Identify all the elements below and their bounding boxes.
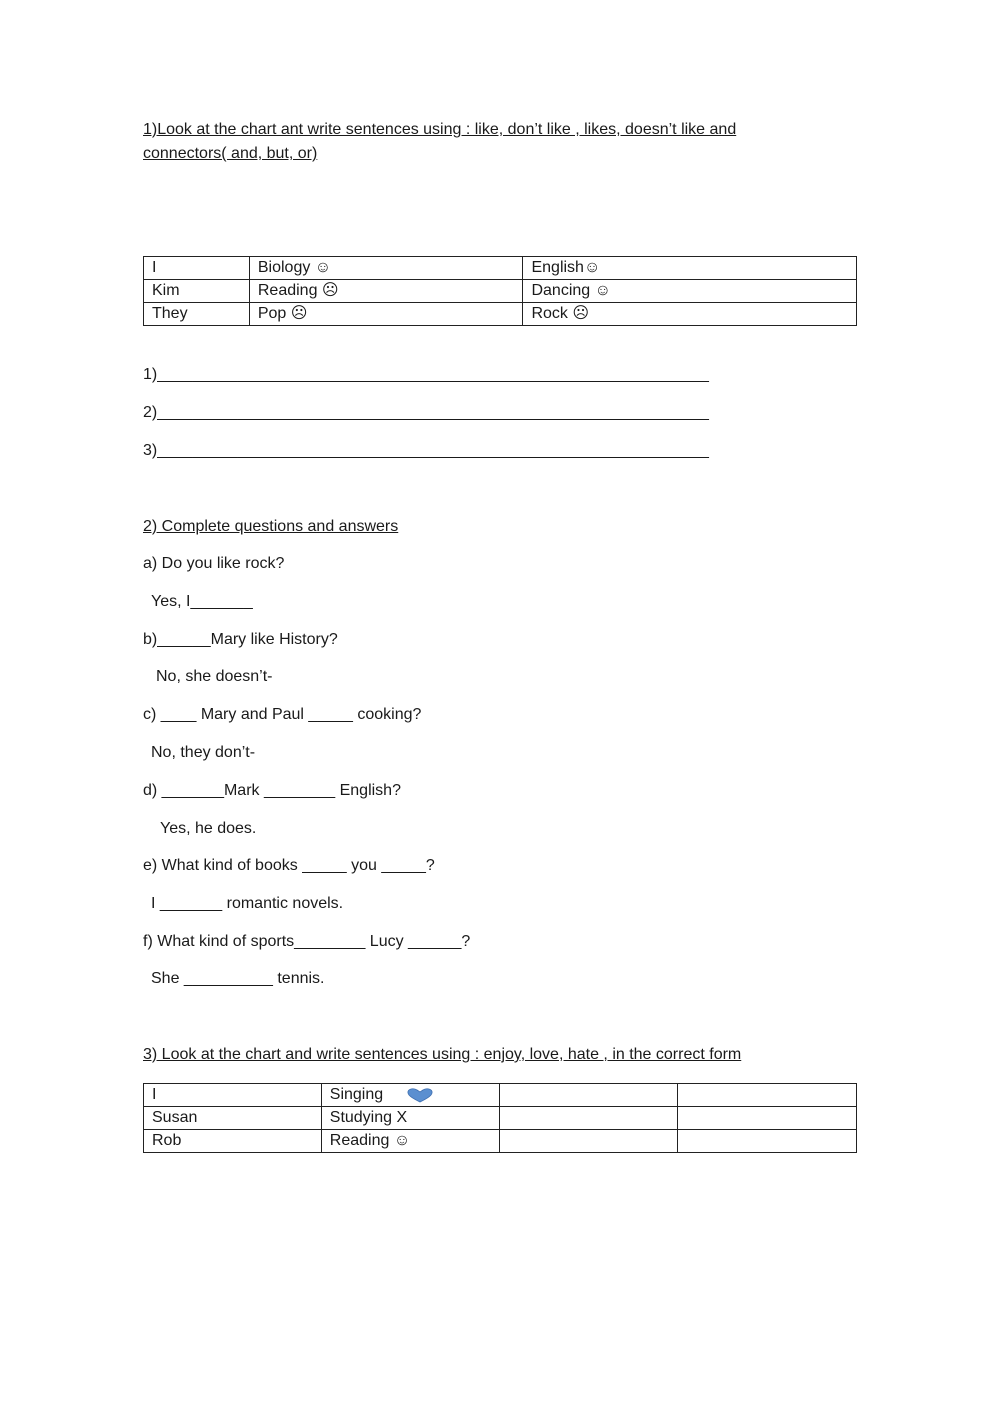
- table-row: [144, 1084, 857, 1107]
- table-cell[interactable]: [678, 1130, 857, 1153]
- answer-line-1[interactable]: 1)______________________________________________________________: [143, 366, 709, 383]
- section1-heading-line2: connectors( and, but, or): [143, 145, 318, 162]
- question-f[interactable]: f) What kind of sports________ Lucy ______?: [143, 933, 471, 950]
- question-d[interactable]: d) _______Mark ________ English?: [143, 782, 401, 799]
- table-cell: Pop ☹: [249, 303, 523, 326]
- answer-d: Yes, he does.: [160, 820, 257, 837]
- table-cell: Rock ☹: [523, 303, 857, 326]
- table-cell: Rob: [144, 1130, 322, 1153]
- section1-heading-line1: 1)Look at the chart ant write sentences using : like, don’t like , likes, doesn’t like and: [143, 121, 737, 138]
- likes-chart-table: [143, 256, 857, 326]
- answer-b: No, she doesn’t-: [156, 668, 273, 685]
- table-row: [144, 257, 857, 280]
- feelings-chart-table: [143, 1083, 857, 1153]
- table-cell[interactable]: [499, 1107, 678, 1130]
- table-cell: Dancing ☺: [523, 280, 857, 303]
- table-cell: Kim: [144, 280, 250, 303]
- question-a: a) Do you like rock?: [143, 555, 285, 572]
- question-b[interactable]: b)______Mary like History?: [143, 631, 338, 648]
- answer-line-2[interactable]: 2)______________________________________________________________: [143, 404, 709, 421]
- answer-f[interactable]: She __________ tennis.: [151, 970, 325, 987]
- table-cell: I: [144, 1084, 322, 1107]
- table-cell: Reading ☺: [321, 1130, 499, 1153]
- heart-icon: [406, 1087, 434, 1103]
- question-e[interactable]: e) What kind of books _____ you _____?: [143, 857, 435, 874]
- section2-heading: 2) Complete questions and answers: [143, 518, 399, 535]
- table-row: [144, 1107, 857, 1130]
- section1-heading: [143, 118, 823, 166]
- answer-e[interactable]: I _______ romantic novels.: [151, 895, 344, 912]
- table-cell: They: [144, 303, 250, 326]
- table-cell[interactable]: [678, 1107, 857, 1130]
- answer-a[interactable]: Yes, I_______: [151, 593, 253, 610]
- table-row: [144, 303, 857, 326]
- table-cell[interactable]: [499, 1130, 678, 1153]
- table-cell: I: [144, 257, 250, 280]
- table-cell: Susan: [144, 1107, 322, 1130]
- section3-heading: 3) Look at the chart and write sentences using : enjoy, love, hate , in the correct form: [143, 1046, 742, 1063]
- table-cell[interactable]: [678, 1084, 857, 1107]
- table-row: [144, 280, 857, 303]
- table-row: [144, 1130, 857, 1153]
- table-cell: Biology ☺: [249, 257, 523, 280]
- table-cell: [321, 1084, 499, 1107]
- answer-line-3[interactable]: 3)______________________________________________________________: [143, 442, 709, 459]
- table-cell: English☺: [523, 257, 857, 280]
- table-cell: Studying X: [321, 1107, 499, 1130]
- table-cell: Reading ☹: [249, 280, 523, 303]
- table-cell-text: Singing: [329, 1086, 384, 1103]
- answer-c: No, they don’t-: [151, 744, 256, 761]
- table-cell[interactable]: [499, 1084, 678, 1107]
- question-c[interactable]: c) ____ Mary and Paul _____ cooking?: [143, 706, 422, 723]
